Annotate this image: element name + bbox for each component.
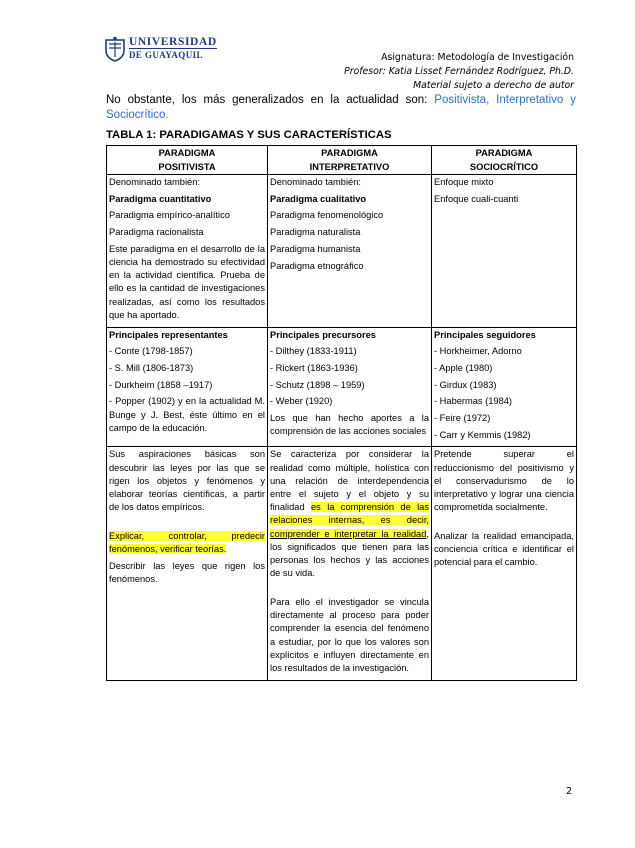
course-name: Asignatura: Metodología de Investigación <box>381 52 574 63</box>
cell-interpretativo-precursores: Principales precursores - Dilthey (1833-1911) - Rickert (1863-1936) - Schutz (1898 – 1959) - Weber (1920) Los que han hecho aportes a la comprensión de las acciones sociales <box>268 327 432 447</box>
header-sociocritico: PARADIGMA SOCIOCRÍTICO <box>432 146 577 175</box>
page-number: 2 <box>566 786 573 797</box>
header-interpretativo: PARADIGMA INTERPRETATIVO <box>268 146 432 175</box>
table-row <box>107 327 577 447</box>
table-row <box>107 447 577 680</box>
highlight-explicar: Explicar, controlar, predecir fenómenos, verificar teorías. <box>109 530 265 555</box>
header-positivista: PARADIGMA POSITIVISTA <box>107 146 268 175</box>
intro-highlight: Positivista, Interpretativo y Sociocrítico. <box>106 94 576 121</box>
intro-paragraph <box>106 93 576 123</box>
cell-sociocritico-seguidores: Principales seguidores - Horkheimer, Adorno - Apple (1980) - Girdux (1983) - Habermas (1984) - Feire (1972) - Carr y Kemmis (1982) <box>432 327 577 447</box>
table-row <box>107 175 577 328</box>
cell-sociocritico-pretende: Pretende superar el reduccionismo del positivismo y el conservadurismo de lo interpretativo y lograr una ciencia comprometida socialmente. Analizar la realidad emancipada, conciencia crítica e identificar el potencial para el cambio. <box>432 447 577 680</box>
university-logo <box>104 36 217 62</box>
table-header-row <box>107 146 577 175</box>
logo-line-2: DE GUAYAQUIL <box>129 48 217 61</box>
cell-interpretativo-caracteristicas: Se caracteriza por considerar la realidad como múltiple, holística con una relación de interdependencia entre el sujeto y el objeto y su finalidad es la comprensión de las relaciones internas, es decir, comprender e interpretar la realidad, los significados que tienen para las personas los hechos y las acciones de su vida. Para ello el investigador se vincula directamente al proceso para poder comprender la esencia del fenómeno a estudiar, por lo que los valores son explícitos e influyen directamente en los resultados de la investigación. <box>268 447 432 680</box>
cell-sociocritico-denominacion: Enfoque mixto Enfoque cuali-cuanti <box>432 175 577 328</box>
copyright-note: Material sujeto a derecho de autor <box>413 80 574 91</box>
cell-positivista-denominacion: Denominado también: Paradigma cuantitativo Paradigma empírico-analítico Paradigma racionalista Este paradigma en el desarrollo de la ciencia ha demostrado su efectividad en la actividad científica. Prueba de ello es la cantidad de investigaciones realizadas, así como los resultados que ha aportado. <box>107 175 268 328</box>
cell-interpretativo-denominacion: Denominado también: Paradigma cualitativo Paradigma fenomenológico Paradigma naturalista Paradigma humanista Paradigma etnográfico <box>268 175 432 328</box>
table-title: TABLA 1: PARADIGAMAS Y SUS CARACTERÍSTICAS <box>106 129 392 141</box>
highlight-comprension: es la comprensión de las relaciones internas, es decir, <box>270 502 430 526</box>
logo-line-1: UNIVERSIDAD <box>129 36 217 48</box>
university-seal-icon <box>104 36 126 62</box>
highlight-comprender: comprender e interpretar la realidad <box>270 528 427 539</box>
cell-positivista-aspiraciones: Sus aspiraciones básicas son descubrir las leyes por las que se rigen los objetos y fenómenos y elaborar teorías científicas, a partir de los datos empíricos. Explicar, controlar, predecir fenómenos, verificar teorías. Describir las leyes que rigen los fenómenos. <box>107 447 268 680</box>
paradigms-table <box>106 145 577 681</box>
cell-positivista-representantes: Principales representantes - Conte (1798-1857) - S. Mill (1806-1873) - Durkheim (1858 –1917) - Popper (1902) y en la actualidad M. Bunge y J. Best, éste último en el campo de la educación. <box>107 327 268 447</box>
intro-text: No obstante, los más generalizados en la actualidad son: <box>106 94 435 106</box>
page-header <box>344 51 574 93</box>
professor-name: Profesor: Katia Lisset Fernández Rodríguez, Ph.D. <box>344 66 574 77</box>
